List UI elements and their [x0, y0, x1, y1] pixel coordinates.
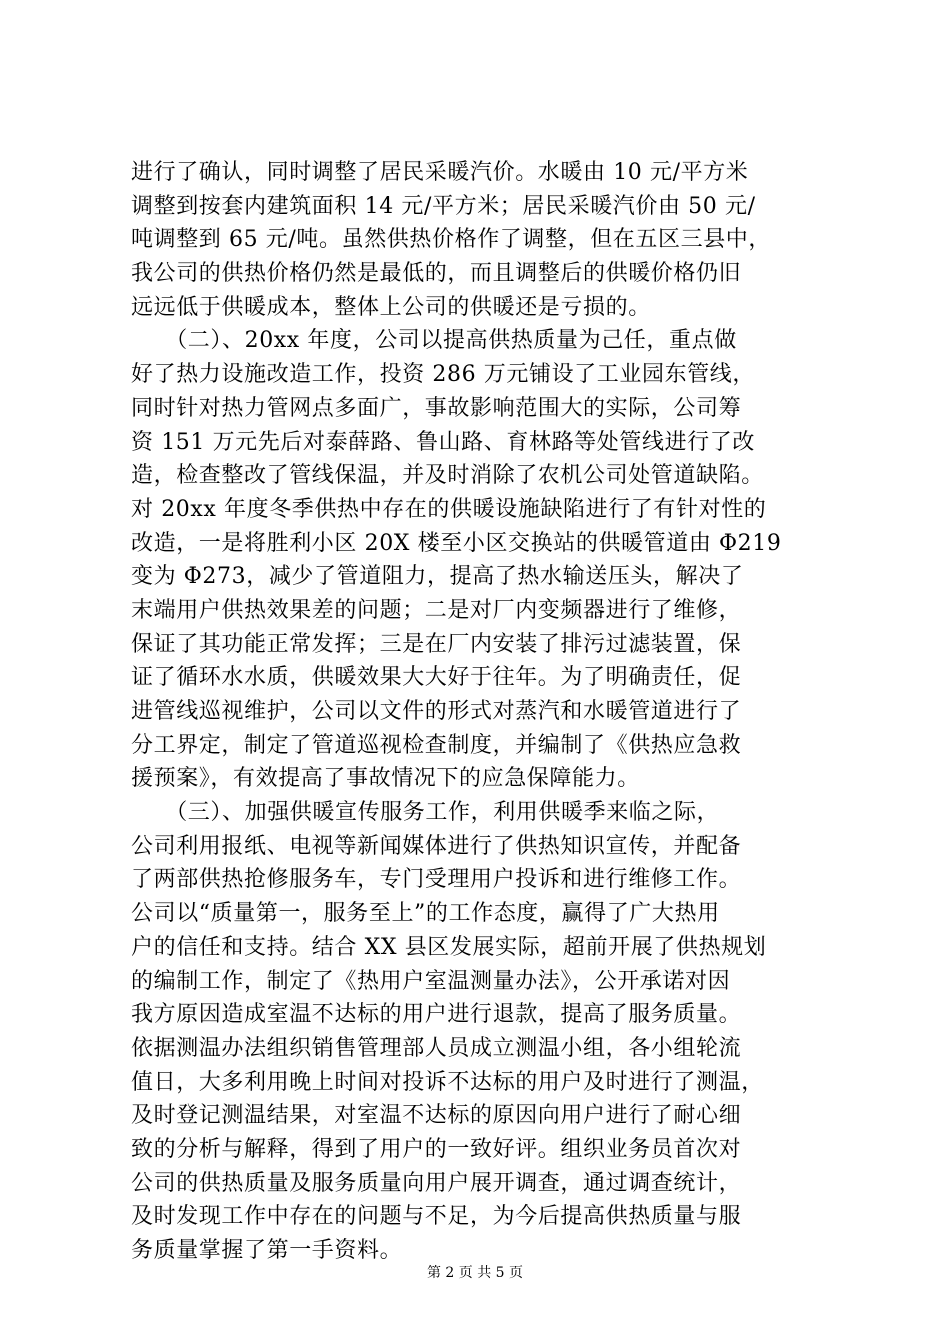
document-body — [131, 156, 826, 1268]
text-line: 调整到按套内建筑面积 14 元/平方米；居民采暖汽价由 50 元/ — [131, 193, 756, 219]
text-line: 援预案》，有效提高了事故情况下的应急保障能力。 — [131, 766, 640, 792]
text-line: 好了热力设施改造工作，投资 286 万元铺设了工业园东管线， — [131, 362, 755, 388]
text-line: 我公司的供热价格仍然是最低的，而且调整后的供暖价格仍旧 — [131, 261, 742, 287]
text-line: 依据测温办法组织销售管理部人员成立测温小组，各小组轮流 — [131, 1035, 742, 1061]
text-line: 同时针对热力管网点多面广，事故影响范围大的实际，公司筹 — [131, 395, 742, 421]
text-line: 改造，一是将胜利小区 20X 楼至小区交换站的供暖管道由 Φ219 — [131, 530, 782, 556]
page-footer — [0, 1263, 950, 1283]
text-line: 及时登记测温结果，对室温不达标的原因向用户进行了耐心细 — [131, 1103, 742, 1129]
text-line: 了两部供热抢修服务车，专门受理用户投诉和进行维修工作。 — [131, 867, 742, 893]
text-line: （三）、加强供暖宣传服务工作，利用供暖季来临之际， — [131, 800, 720, 826]
text-line: 吨调整到 65 元/吨。虽然供热价格作了调整，但在五区三县中， — [131, 227, 771, 253]
text-line: 变为 Φ273，减少了管道阻力，提高了热水输送压头，解决了 — [131, 564, 744, 590]
text-line: 我方原因造成室温不达标的用户进行退款，提高了服务质量。 — [131, 1002, 742, 1028]
text-line: 进行了确认，同时调整了居民采暖汽价。水暖由 10 元/平方米 — [131, 160, 749, 185]
text-line: 造，检查整改了管线保温，并及时消除了农机公司处管道缺陷。 — [131, 463, 764, 489]
text-line: （二）、20xx 年度，公司以提高供热质量为己任，重点做 — [131, 328, 737, 354]
page-number: 第 2 页 共 5 页 — [426, 1265, 524, 1281]
text-line: 致的分析与解释，得到了用户的一致好评。组织业务员首次对 — [131, 1136, 742, 1162]
text-line: 户的信任和支持。结合 XX 县区发展实际，超前开展了供热规划 — [131, 934, 767, 960]
text-line: 公司利用报纸、电视等新闻媒体进行了供热知识宣传，并配备 — [131, 833, 742, 859]
text-line: 公司以“质量第一，服务至上”的工作态度，赢得了广大热用 — [131, 901, 720, 927]
text-line: 分工界定，制定了管道巡视检查制度，并编制了《供热应急救 — [131, 732, 742, 758]
text-line: 及时发现工作中存在的问题与不足，为今后提高供热质量与服 — [131, 1204, 742, 1230]
text-line: 远远低于供暖成本，整体上公司的供暖还是亏损的。 — [131, 294, 651, 320]
text-line: 保证了其功能正常发挥；三是在厂内安装了排污过滤装置，保 — [131, 631, 742, 657]
text-line: 值日，大多利用晚上时间对投诉不达标的用户及时进行了测温， — [131, 1069, 764, 1095]
text-line: 的编制工作，制定了《热用户室温测量办法》，公开承诺对因 — [131, 968, 731, 994]
text-line: 公司的供热质量及服务质量向用户展开调查，通过调查统计， — [131, 1170, 742, 1196]
text-line: 务质量掌握了第一手资料。 — [131, 1238, 403, 1263]
text-line: 对 20xx 年度冬季供热中存在的供暖设施缺陷进行了有针对性的 — [131, 496, 767, 522]
text-line: 证了循环水水质，供暖效果大大好于往年。为了明确责任，促 — [131, 665, 742, 691]
text-line: 进管线巡视维护，公司以文件的形式对蒸汽和水暖管道进行了 — [131, 699, 742, 724]
text-line: 资 151 万元先后对泰薛路、鲁山路、育林路等处管线进行了改 — [131, 429, 755, 455]
text-line: 末端用户供热效果差的问题；二是对厂内变频器进行了维修， — [131, 597, 742, 623]
